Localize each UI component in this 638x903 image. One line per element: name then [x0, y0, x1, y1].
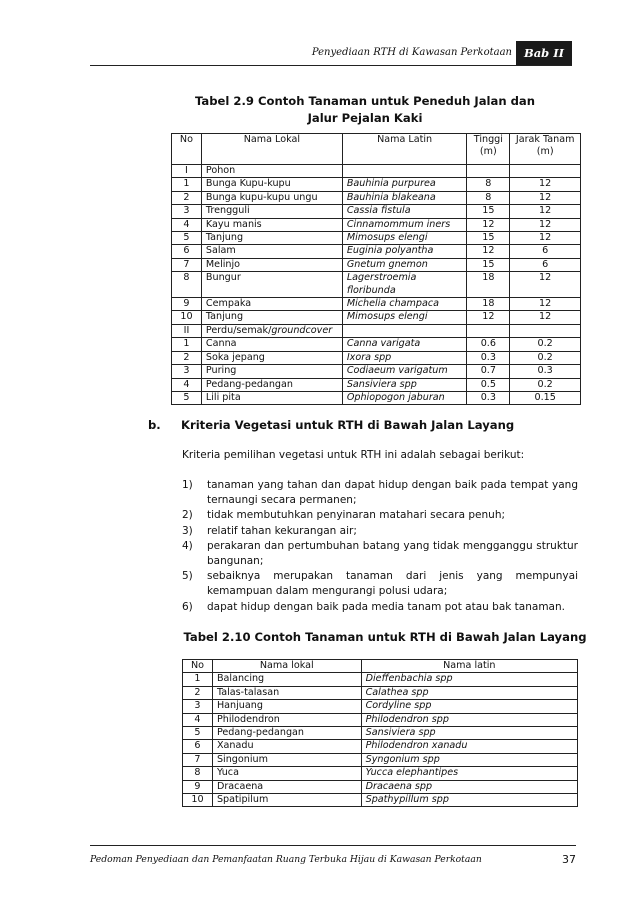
row-number: 10: [172, 311, 202, 324]
footer-title: Pedoman Penyediaan dan Pemanfaatan Ruang Terbuka Hijau di Kawasan Perkotaan: [90, 854, 482, 865]
table1-header-no: No: [172, 134, 202, 165]
list-item-number: 5): [182, 570, 193, 583]
local-name: [201, 311, 342, 324]
table2-body: [183, 673, 578, 807]
table-row: [172, 324, 581, 337]
local-name: [201, 232, 342, 245]
latin-name: Yucca elephantipes: [361, 767, 577, 780]
local-name: Balancing: [212, 673, 361, 686]
table1-header-latin: Nama Latin: [342, 134, 467, 165]
list-item-line1: relatif tahan kekurangan air;: [207, 524, 357, 537]
page-header: [90, 41, 572, 66]
plant-spacing: 12: [510, 218, 581, 231]
plant-height: 0.3: [467, 351, 510, 364]
row-number: 7: [172, 258, 202, 271]
local-name-text: Kayu manis: [205, 218, 262, 230]
list-item-line1: perakaran dan pertumbuhan batang yang tidak mengganggu struktur: [207, 539, 578, 552]
latin-name: Bauhinia blakeana: [342, 191, 467, 204]
plant-shade-table: [171, 133, 581, 405]
local-name: [201, 218, 342, 231]
local-name: [201, 378, 342, 391]
list-item-line1: tidak membutuhkan penyinaran matahari secara penuh;: [207, 509, 506, 522]
plant-height: [467, 165, 510, 178]
latin-name: Philodendron spp: [361, 713, 577, 726]
list-item-number: 6): [182, 600, 193, 613]
local-name: [201, 338, 342, 351]
table1-title-line1: Tabel 2.9 Contoh Tanaman untuk Peneduh Jalan dan: [195, 94, 535, 108]
list-item: [182, 524, 578, 539]
latin-name: Mimosups elengi: [342, 311, 467, 324]
list-item-number: 3): [182, 524, 193, 537]
table2-header-local: Nama lokal: [212, 660, 361, 673]
plant-height: 12: [467, 218, 510, 231]
local-name: Spatipilum: [212, 794, 361, 807]
latin-name: Mimosups elengi: [342, 232, 467, 245]
local-name: Singonium: [212, 753, 361, 766]
list-item-continuation: [182, 554, 578, 569]
latin-name: Dieffenbachia spp: [361, 673, 577, 686]
table-row: [172, 218, 581, 231]
table-row: [172, 338, 581, 351]
local-name: [201, 351, 342, 364]
local-name-text: Melinjo: [205, 258, 241, 270]
list-item-number: 4): [182, 539, 193, 552]
plant-spacing: 0.3: [510, 365, 581, 378]
row-number: 7: [183, 753, 213, 766]
row-number: 3: [172, 365, 202, 378]
plant-spacing: [510, 324, 581, 337]
table-row: [183, 700, 578, 713]
local-name-text: Tanjung: [205, 311, 244, 323]
plant-spacing: 12: [510, 272, 581, 298]
table-row: [172, 258, 581, 271]
local-name: Hanjuang: [212, 700, 361, 713]
local-name: [201, 298, 342, 311]
header-title: Penyediaan RTH di Kawasan Perkotaan: [311, 47, 512, 58]
local-name-text: Salam: [205, 245, 236, 257]
table-row: [172, 298, 581, 311]
plant-height: 0.7: [467, 365, 510, 378]
local-name: Talas-talasan: [212, 686, 361, 699]
table-row: [172, 391, 581, 404]
table-row: [183, 686, 578, 699]
table-row: [183, 673, 578, 686]
local-name-text: Bunga Kupu-kupu: [205, 178, 291, 190]
local-name: Xanadu: [212, 740, 361, 753]
plant-height: 12: [467, 311, 510, 324]
local-name: [201, 324, 342, 337]
latin-name: Bauhinia purpurea: [342, 178, 467, 191]
plant-spacing: 12: [510, 298, 581, 311]
latin-name: Sansiviera spp: [361, 727, 577, 740]
table-row: [183, 753, 578, 766]
list-item-line1: dapat hidup dengan baik pada media tanam pot atau bak tanaman.: [207, 600, 565, 613]
row-number: 4: [183, 713, 213, 726]
list-item-number: 2): [182, 509, 193, 522]
row-number: I: [172, 165, 202, 178]
table2-header-row: [183, 660, 578, 673]
local-name: Dracaena: [212, 780, 361, 793]
table2-header-latin: Nama latin: [361, 660, 577, 673]
table1-title: [180, 93, 550, 127]
plant-spacing: 0.2: [510, 338, 581, 351]
local-name: Pedang-pedangan: [212, 727, 361, 740]
table1-header-row: [172, 134, 581, 165]
section-b-title: Kriteria Vegetasi untuk RTH di Bawah Jalan Layang: [181, 418, 515, 432]
table1-title-line2: Jalur Pejalan Kaki: [307, 111, 423, 125]
local-name: [201, 365, 342, 378]
latin-name: Michelia champaca: [342, 298, 467, 311]
local-name-text: Pedang-pedangan: [205, 378, 293, 390]
list-item: [182, 478, 578, 493]
table-row: [172, 165, 581, 178]
table1-header-spacing: Jarak Tanam (m): [510, 134, 581, 165]
section-b-heading: [148, 418, 514, 432]
list-item-line1: tanaman yang tahan dan dapat hidup dengan baik pada tempat yang: [207, 479, 578, 491]
latin-name: Philodendron xanadu: [361, 740, 577, 753]
local-name-text: Soka jepang: [205, 351, 265, 363]
chapter-badge: Bab II: [516, 41, 572, 65]
local-name: [201, 191, 342, 204]
latin-name: Calathea spp: [361, 686, 577, 699]
table-row: [172, 365, 581, 378]
row-number: 9: [183, 780, 213, 793]
row-number: 8: [183, 767, 213, 780]
table1-header-local: Nama Lokal: [201, 134, 342, 165]
local-name: Yuca: [212, 767, 361, 780]
table-row: [172, 311, 581, 324]
local-name: [201, 391, 342, 404]
row-number: 5: [183, 727, 213, 740]
row-number: 4: [172, 218, 202, 231]
plant-height: 15: [467, 205, 510, 218]
plant-spacing: 12: [510, 232, 581, 245]
local-name-text: Perdu/semak/: [205, 324, 272, 336]
row-number: 3: [172, 205, 202, 218]
local-name: [201, 272, 342, 298]
plant-height: 0.3: [467, 391, 510, 404]
plant-height: 18: [467, 272, 510, 298]
section-b-label: b.: [148, 418, 161, 432]
plant-height: 18: [467, 298, 510, 311]
table-row: [172, 272, 581, 298]
table1-body: [172, 165, 581, 405]
plant-spacing: [510, 165, 581, 178]
latin-name: [342, 324, 467, 337]
row-number: 2: [183, 686, 213, 699]
list-item-line2: ternaungi secara permanen;: [207, 494, 357, 507]
local-name-text: Bunga kupu-kupu ungu: [205, 191, 318, 203]
list-item-line1: sebaiknya merupakan tanaman dari jenis yang mempunyai: [207, 570, 578, 583]
local-name-text: Tanjung: [205, 232, 244, 244]
table-row: [172, 245, 581, 258]
list-item: [182, 539, 578, 554]
plant-spacing: 6: [510, 258, 581, 271]
table-row: [183, 713, 578, 726]
local-name-italic: groundcover: [271, 324, 333, 336]
plant-height: 0.5: [467, 378, 510, 391]
local-name-text: Bungur: [205, 272, 241, 284]
list-item-line2: kemampuan dalam mengurangi polusi udara;: [207, 585, 448, 598]
latin-name: Cordyline spp: [361, 700, 577, 713]
plant-spacing: 6: [510, 245, 581, 258]
latin-name: Ixora spp: [342, 351, 467, 364]
list-item: [182, 569, 578, 584]
row-number: 9: [172, 298, 202, 311]
latin-name: Gnetum gnemon: [342, 258, 467, 271]
row-number: 10: [183, 794, 213, 807]
table-row: [183, 727, 578, 740]
criteria-list: [182, 478, 578, 615]
latin-name: Syngonium spp: [361, 753, 577, 766]
latin-name: Ophiopogon jaburan: [342, 391, 467, 404]
latin-name: Sansiviera spp: [342, 378, 467, 391]
local-name: [201, 205, 342, 218]
plant-spacing: 0.2: [510, 351, 581, 364]
page-footer: [90, 845, 576, 870]
row-number: 1: [172, 178, 202, 191]
row-number: 5: [172, 391, 202, 404]
latin-name: [342, 165, 467, 178]
plant-spacing: 12: [510, 191, 581, 204]
plant-height: [467, 324, 510, 337]
row-number: 6: [172, 245, 202, 258]
page-number: 37: [562, 853, 576, 866]
latin-name: Cassia fistula: [342, 205, 467, 218]
section-b-intro: Kriteria pemilihan vegetasi untuk RTH ini adalah sebagai berikut:: [182, 449, 525, 461]
local-name: [201, 245, 342, 258]
plant-height: 15: [467, 232, 510, 245]
latin-name: Codiaeum varigatum: [342, 365, 467, 378]
table-row: [172, 351, 581, 364]
local-name-text: Canna: [205, 338, 237, 350]
row-number: 1: [183, 673, 213, 686]
local-name: Philodendron: [212, 713, 361, 726]
row-number: 3: [183, 700, 213, 713]
plant-spacing: 12: [510, 205, 581, 218]
table-row: [172, 378, 581, 391]
plant-spacing: 0.2: [510, 378, 581, 391]
table-row: [183, 794, 578, 807]
flyover-plant-table: [182, 659, 578, 807]
plant-spacing: 12: [510, 178, 581, 191]
latin-name: Euginia polyantha: [342, 245, 467, 258]
plant-spacing: 0.15: [510, 391, 581, 404]
plant-height: 8: [467, 191, 510, 204]
local-name: [201, 165, 342, 178]
local-name-text: Lili pita: [205, 391, 241, 403]
row-number: 8: [172, 272, 202, 298]
table2-title: Tabel 2.10 Contoh Tanaman untuk RTH di Bawah Jalan Layang: [183, 630, 587, 644]
plant-spacing: 12: [510, 311, 581, 324]
plant-height: 12: [467, 245, 510, 258]
local-name-text: Puring: [205, 365, 237, 377]
local-name-text: Trengguli: [205, 205, 250, 217]
plant-height: 0.6: [467, 338, 510, 351]
row-number: 4: [172, 378, 202, 391]
local-name: [201, 258, 342, 271]
local-name-text: Cempaka: [205, 298, 252, 310]
row-number: 2: [172, 351, 202, 364]
list-item-number: 1): [182, 479, 193, 491]
table-row: [172, 232, 581, 245]
table1-header-height: Tinggi (m): [467, 134, 510, 165]
row-number: 5: [172, 232, 202, 245]
table-row: [172, 178, 581, 191]
plant-height: 15: [467, 258, 510, 271]
row-number: 2: [172, 191, 202, 204]
row-number: 1: [172, 338, 202, 351]
local-name: [201, 178, 342, 191]
list-item: [182, 508, 578, 523]
table2-header-no: No: [183, 660, 213, 673]
row-number: 6: [183, 740, 213, 753]
latin-name: Cinnamommum iners: [342, 218, 467, 231]
latin-name: Dracaena spp: [361, 780, 577, 793]
list-item-line2: bangunan;: [207, 555, 264, 568]
table-row: [183, 780, 578, 793]
latin-name: Spathypillum spp: [361, 794, 577, 807]
list-item-continuation: [182, 584, 578, 599]
list-item-continuation: [182, 493, 578, 508]
table-row: [183, 767, 578, 780]
table-row: [172, 191, 581, 204]
local-name-text: Pohon: [205, 165, 236, 176]
row-number: II: [172, 324, 202, 337]
latin-name: Canna varigata: [342, 338, 467, 351]
table-row: [172, 205, 581, 218]
plant-height: 8: [467, 178, 510, 191]
list-item: [182, 600, 578, 615]
table-row: [183, 740, 578, 753]
latin-name: Lagerstroemia floribunda: [342, 272, 467, 298]
